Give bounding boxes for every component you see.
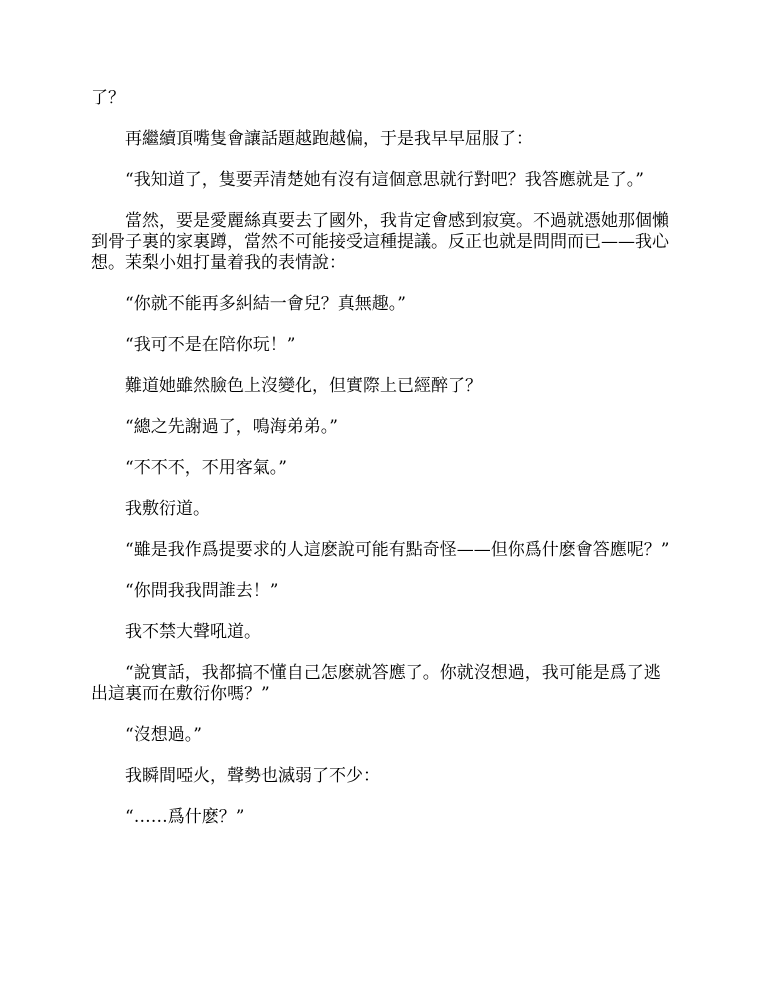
- paragraph: “說實話，我都搞不懂自己怎麽就答應了。你就沒想過，我可能是爲了逃出這裏而在敷衍你嗎？”: [91, 663, 661, 704]
- document-page: [91, 88, 671, 848]
- paragraph: “……爲什麽？”: [125, 807, 245, 827]
- paragraph: 了？: [91, 88, 125, 108]
- paragraph: “雖是我作爲提要求的人這麽說可能有點奇怪——但你爲什麽會答應呢？”: [125, 540, 670, 560]
- paragraph: 當然，要是愛麗絲真要去了國外，我肯定會感到寂寞。不過就憑她那個懶到骨子裏的家裏蹲，當然不可能接受這種提議。反正也就是問問而已——我心想。茉梨小姐打量着我的表情說：: [91, 211, 669, 273]
- paragraph: 我敷衍道。: [125, 499, 210, 519]
- paragraph: 我不禁大聲吼道。: [125, 622, 261, 642]
- paragraph: “你問我我問誰去！”: [125, 581, 279, 601]
- paragraph: “我知道了，隻要弄清楚她有沒有這個意思就行對吧？我答應就是了。”: [125, 170, 644, 190]
- paragraph: “我可不是在陪你玩！”: [125, 335, 296, 355]
- paragraph: 再繼續頂嘴隻會讓話題越跑越偏，于是我早早屈服了：: [125, 129, 533, 149]
- paragraph: “不不不，不用客氣。”: [125, 458, 287, 478]
- paragraph: “總之先謝過了，鳴海弟弟。”: [125, 417, 338, 437]
- paragraph: 我瞬間啞火，聲勢也滅弱了不少：: [125, 766, 380, 786]
- paragraph: “你就不能再多糾結一會兒？真無趣。”: [125, 294, 406, 314]
- paragraph: “沒想過。”: [125, 725, 202, 745]
- paragraph: 難道她雖然臉色上沒變化，但實際上已經醉了？: [125, 376, 482, 396]
